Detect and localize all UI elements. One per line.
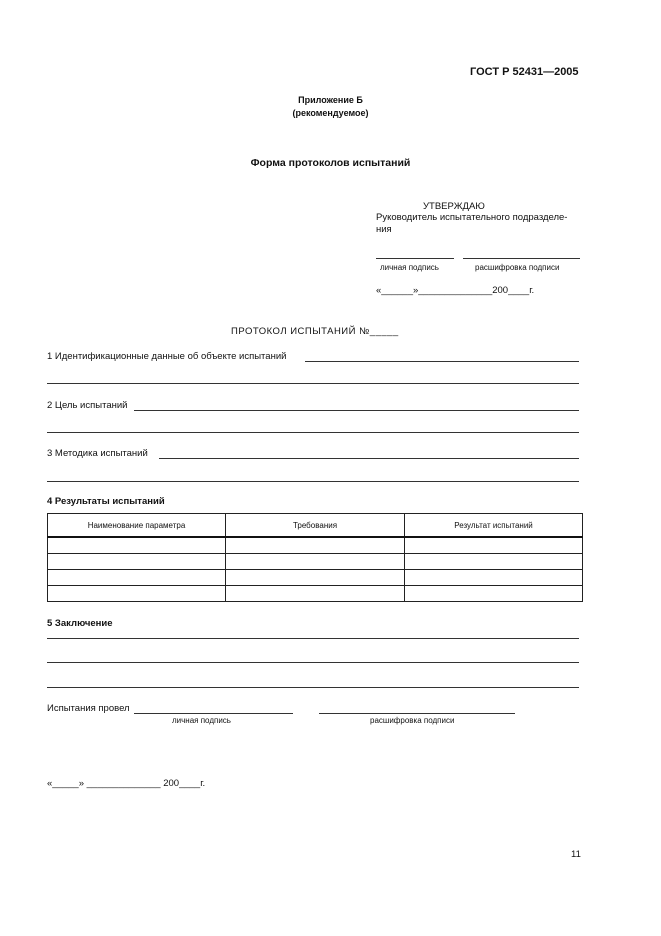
footer-date-line: «_____» ______________ 200____г. [47, 778, 206, 789]
footer-decoding-caption: расшифровка подписи [370, 716, 455, 725]
approval-head-line1: Руководитель испытательного подразделе- [376, 212, 568, 223]
conclusion-line-1 [47, 638, 579, 639]
approval-head-line2: ния [376, 224, 392, 235]
table-cell [405, 554, 583, 570]
footer-signature-caption: личная подпись [172, 716, 231, 725]
conclusion-line-2 [47, 662, 579, 663]
conclusion-line-3 [47, 687, 579, 688]
table-header-row [48, 514, 583, 538]
table-cell [226, 586, 405, 602]
table-cell [226, 570, 405, 586]
section-3-line [47, 481, 579, 482]
approval-decoding-caption: расшифровка подписи [475, 263, 560, 272]
column-header-parameter: Наименование параметра [48, 514, 226, 538]
approval-decoding-line [463, 258, 580, 259]
section-2-label: 2 Цель испытаний [47, 400, 128, 411]
table-cell [48, 554, 226, 570]
section-5-label: 5 Заключение [47, 618, 113, 629]
column-header-result: Результат испытаний [405, 514, 583, 538]
standard-code: ГОСТ Р 52431—2005 [470, 66, 579, 78]
footer-decoding-line [319, 713, 515, 714]
table-cell [226, 554, 405, 570]
appendix-title: Приложение Б [298, 95, 363, 105]
table-row [48, 537, 583, 554]
table-cell [405, 537, 583, 554]
table-cell [48, 570, 226, 586]
conducted-by-label: Испытания провел [47, 703, 130, 714]
table-cell [405, 570, 583, 586]
section-2-inline-line [134, 410, 579, 411]
section-3-label: 3 Методика испытаний [47, 448, 148, 459]
table-row [48, 554, 583, 570]
footer-signature-line [134, 713, 293, 714]
table-cell [226, 537, 405, 554]
section-4-label: 4 Результаты испытаний [47, 496, 165, 507]
page-number: 11 [571, 849, 581, 860]
table-row [48, 570, 583, 586]
section-1-label: 1 Идентификационные данные об объекте испытаний [47, 351, 287, 362]
table-cell [48, 586, 226, 602]
table-cell [405, 586, 583, 602]
table-cell [48, 537, 226, 554]
section-2-line [47, 432, 579, 433]
column-header-requirements: Требования [226, 514, 405, 538]
approval-date-line: «______»______________200____г. [376, 285, 535, 296]
section-1-inline-line [305, 361, 579, 362]
approve-label: УТВЕРЖДАЮ [423, 201, 485, 212]
approval-signature-line [376, 258, 454, 259]
appendix-subtitle: (рекомендуемое) [292, 108, 369, 118]
section-3-inline-line [159, 458, 579, 459]
form-title: Форма протоколов испытаний [250, 157, 411, 169]
results-table [47, 513, 583, 602]
section-1-line [47, 383, 579, 384]
table-row [48, 586, 583, 602]
protocol-title: ПРОТОКОЛ ИСПЫТАНИЙ №_____ [231, 326, 399, 337]
approval-signature-caption: личная подпись [380, 263, 439, 272]
